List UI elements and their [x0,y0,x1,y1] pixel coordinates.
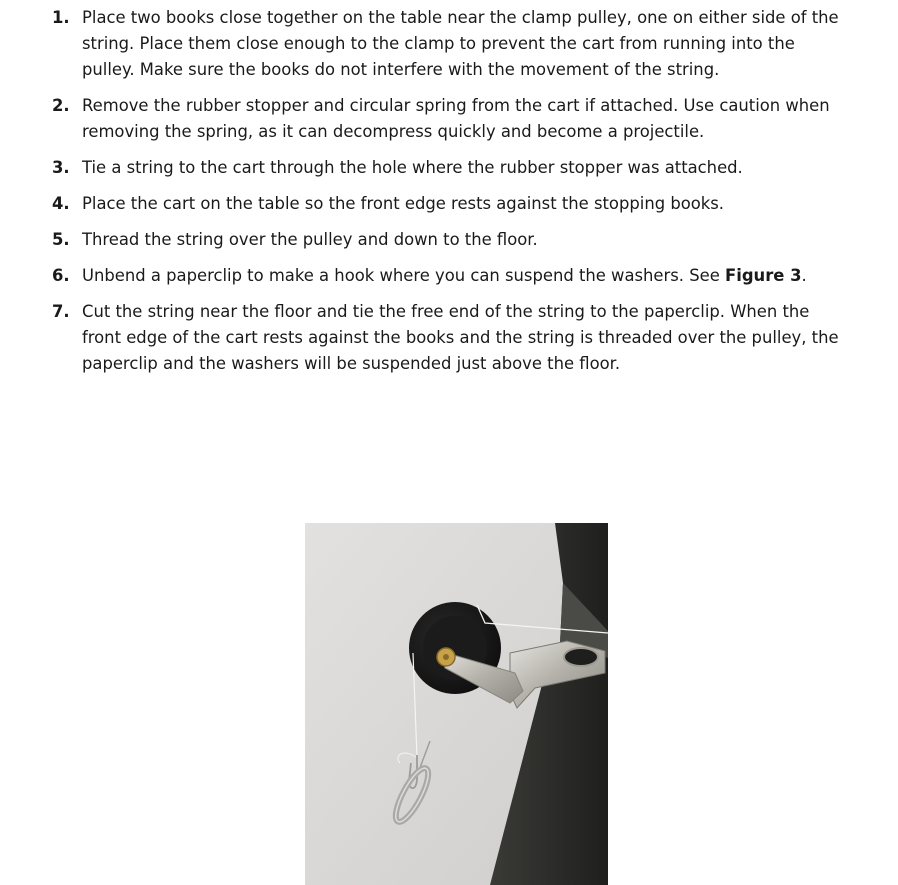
step-5 [52,227,842,253]
clamp-hole [564,648,598,666]
step-text: Tie a string to the cart through the hole where the rubber stopper was attached. [82,158,743,177]
step-1 [52,5,842,83]
pulley-photo [305,523,608,885]
step-text: Thread the string over the pulley and down to the floor. [82,230,538,249]
step-text: Place two books close together on the table near the clamp pulley, one on either side of the string. Place them close enough to the clamp to prevent the cart from running into the pulley. Make sure the books do not interfere with the movement of the string. [82,8,839,79]
axle-bolt-center [443,654,449,660]
pulley-illustration [305,523,608,885]
step-text: Cut the string near the floor and tie the free end of the string to the paperclip. When the front edge of the cart rests against the books and the string is threaded over the pulley, the paperclip and the washers will be suspended just above the floor. [82,302,839,373]
step-number: 6. [52,266,70,285]
step-3 [52,155,842,181]
step-6 [52,263,842,289]
step-number: 2. [52,96,70,115]
step-number: 4. [52,194,70,213]
step-7 [52,299,842,377]
step-text: Unbend a paperclip to make a hook where you can suspend the washers. See [82,266,725,285]
step-text: Remove the rubber stopper and circular spring from the cart if attached. Use caution when removing the spring, as it can decompress quickly and become a projectile. [82,96,830,141]
step-4 [52,191,842,217]
step-number: 3. [52,158,70,177]
step-number: 1. [52,8,70,27]
figure-reference: Figure 3 [725,266,802,285]
step-2 [52,93,842,145]
instruction-list [52,5,842,387]
step-text-end: . [801,266,807,285]
step-number: 5. [52,230,70,249]
step-text: Place the cart on the table so the front edge rests against the stopping books. [82,194,725,213]
step-number: 7. [52,302,70,321]
